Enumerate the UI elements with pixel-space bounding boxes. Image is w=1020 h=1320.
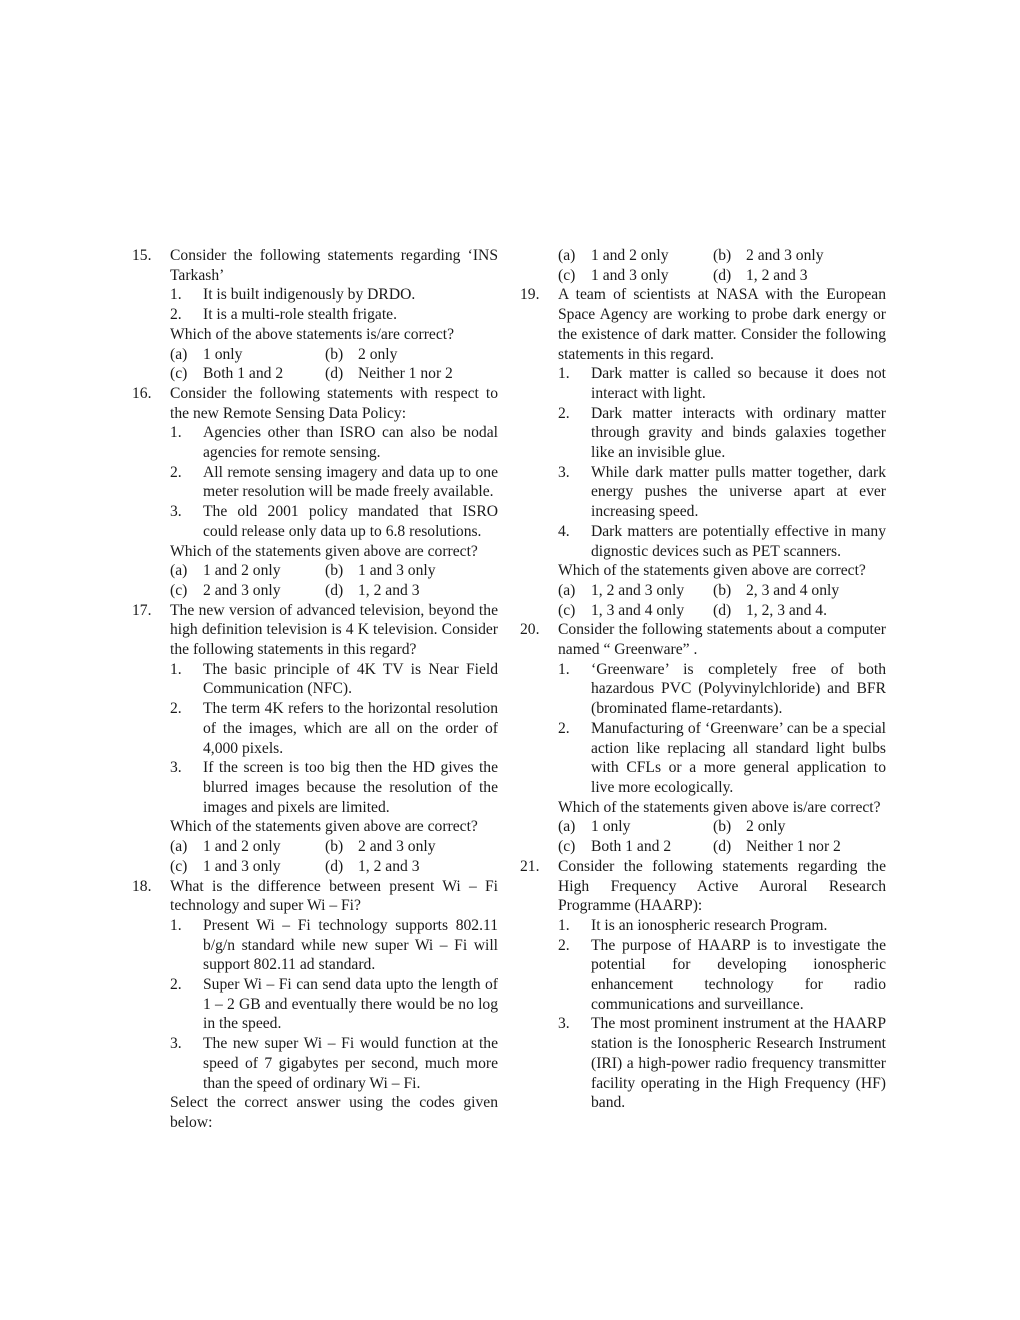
option-text: Neither 1 nor 2 bbox=[358, 365, 453, 383]
option-text: Both 1 and 2 bbox=[591, 838, 672, 856]
statement-text: Present Wi – Fi technology supports 802.11 b/g/n standard while new super Wi – Fi will support 802.11 ad standard. bbox=[203, 916, 498, 974]
statement-text: Super Wi – Fi can send data upto the length of 1 – 2 GB and eventually there would be no log in the speed. bbox=[203, 976, 498, 1033]
option-letter: (b) bbox=[713, 247, 732, 264]
statement-item bbox=[558, 522, 886, 561]
option-letter: (c) bbox=[170, 365, 188, 383]
option-letter: (d) bbox=[713, 266, 732, 284]
option-text: 1 and 2 only bbox=[203, 562, 281, 580]
statement-item bbox=[170, 916, 498, 975]
statement-number: 3. bbox=[170, 759, 182, 777]
question-number: 15. bbox=[132, 247, 152, 264]
option-letter: (b) bbox=[325, 345, 344, 363]
option-letter: (c) bbox=[170, 581, 188, 599]
question-text: Consider the following statements with respect to the new Remote Sensing Data Policy: bbox=[170, 384, 498, 422]
answer-option bbox=[713, 817, 886, 837]
question-block bbox=[520, 620, 886, 856]
statement-item bbox=[170, 285, 498, 305]
answer-option bbox=[713, 837, 886, 857]
question-text: Consider the following statements regarding the High Frequency Active Auroral Research Programme (HAARP): bbox=[558, 857, 886, 915]
option-text: 2, 3 and 4 only bbox=[746, 581, 840, 599]
statement-item bbox=[558, 404, 886, 463]
statement-item bbox=[170, 975, 498, 1034]
question-block bbox=[132, 246, 498, 384]
answer-option bbox=[325, 345, 498, 365]
answer-option bbox=[170, 561, 325, 581]
statement-item bbox=[170, 758, 498, 817]
statement-number: 2. bbox=[170, 700, 182, 718]
statement-number: 2. bbox=[558, 936, 570, 954]
option-text: 1, 2, 3 and 4. bbox=[746, 601, 827, 619]
question-block bbox=[520, 246, 886, 285]
statement-item bbox=[170, 502, 498, 541]
option-letter: (c) bbox=[170, 857, 188, 875]
question-prompt: Which of the statements given above are correct? bbox=[558, 562, 866, 580]
option-letter: (b) bbox=[325, 838, 344, 856]
option-letter: (d) bbox=[713, 601, 732, 619]
answer-option bbox=[170, 857, 325, 877]
statement-item bbox=[558, 936, 886, 1015]
statement-text: The new super Wi – Fi would function at the speed of 7 gigabytes per second, much more than the speed of ordinary Wi – Fi. bbox=[203, 1035, 498, 1092]
statement-item bbox=[558, 719, 886, 798]
option-text: 2 and 3 only bbox=[358, 838, 436, 856]
option-letter: (a) bbox=[170, 838, 188, 856]
statement-text: The basic principle of 4K TV is Near Field Communication (NFC). bbox=[203, 660, 498, 698]
statement-number: 1. bbox=[558, 916, 570, 934]
question-number: 20. bbox=[520, 621, 540, 639]
question-block bbox=[132, 384, 498, 601]
statement-number: 1. bbox=[170, 916, 182, 934]
answer-option bbox=[558, 817, 713, 837]
answer-option bbox=[170, 581, 325, 601]
question-text: A team of scientists at NASA with the European Space Agency are working to probe dark energy or the existence of dark matter. Consider the following statements in this regard. bbox=[558, 286, 886, 363]
option-text: 1 only bbox=[591, 818, 631, 836]
statement-number: 3. bbox=[170, 1035, 182, 1053]
answer-option bbox=[558, 266, 713, 286]
answer-option bbox=[713, 601, 886, 621]
statement-text: The purpose of HAARP is to investigate the potential for developing ionospheric enhancement technology for radio communications and surveillance. bbox=[591, 936, 886, 1013]
question-number: 18. bbox=[132, 877, 152, 895]
statement-text: The most prominent instrument at the HAARP station is the Ionospheric Research Instrument (IRI) a high-power radio frequency transmitter facility operating in the High Frequency (HF) band. bbox=[591, 1015, 886, 1112]
question-text: Consider the following statements regarding ‘INS Tarkash’ bbox=[170, 247, 498, 284]
left-column bbox=[132, 246, 498, 1133]
answer-option bbox=[713, 266, 886, 286]
statement-number: 2. bbox=[558, 719, 570, 737]
option-letter: (c) bbox=[558, 266, 576, 284]
answer-option bbox=[325, 364, 498, 384]
option-text: 1 and 3 only bbox=[203, 857, 281, 875]
option-text: 2 and 3 only bbox=[746, 247, 824, 264]
option-text: 1, 2 and 3 bbox=[746, 266, 808, 284]
statement-text: The old 2001 policy mandated that ISRO could release only data up to 6.8 resolutions. bbox=[203, 503, 498, 540]
option-text: Both 1 and 2 bbox=[203, 365, 284, 383]
option-letter: (a) bbox=[558, 247, 576, 264]
question-prompt: Which of the statements given above are correct? bbox=[170, 818, 478, 836]
statement-number: 3. bbox=[558, 463, 570, 481]
option-letter: (a) bbox=[170, 345, 188, 363]
statement-number: 2. bbox=[170, 976, 182, 994]
answer-option bbox=[325, 857, 498, 877]
option-letter: (d) bbox=[713, 838, 732, 856]
statement-item bbox=[170, 1034, 498, 1093]
statement-text: If the screen is too big then the HD gives the blurred images because the resolution of the images and pixels are limited. bbox=[203, 759, 498, 816]
option-letter: (d) bbox=[325, 857, 344, 875]
answer-option bbox=[325, 837, 498, 857]
answer-options bbox=[170, 561, 498, 600]
option-text: 1, 2 and 3 bbox=[358, 857, 420, 875]
option-text: 1 and 2 only bbox=[591, 247, 669, 264]
question-number: 17. bbox=[132, 601, 152, 619]
statement-text: Manufacturing of ‘Greenware’ can be a special action like replacing all standard light bulbs with CFLs or a more general application to live more ecologically. bbox=[591, 719, 886, 796]
answer-option bbox=[558, 601, 713, 621]
option-letter: (d) bbox=[325, 365, 344, 383]
option-letter: (b) bbox=[713, 818, 732, 836]
option-text: 1 and 2 only bbox=[203, 838, 281, 856]
answer-option bbox=[558, 837, 713, 857]
option-letter: (a) bbox=[558, 581, 576, 599]
answer-options bbox=[558, 246, 886, 285]
option-letter: (b) bbox=[325, 562, 344, 580]
answer-option bbox=[558, 581, 713, 601]
statement-item bbox=[558, 1014, 886, 1113]
answer-option bbox=[713, 246, 886, 266]
option-letter: (c) bbox=[558, 838, 576, 856]
option-text: 2 only bbox=[746, 818, 786, 836]
statement-text: While dark matter pulls matter together, dark energy pushes the universe apart at ever increasing speed. bbox=[591, 463, 886, 521]
question-text: What is the difference between present Wi – Fi technology and super Wi – Fi? bbox=[170, 877, 498, 915]
statement-number: 1. bbox=[170, 424, 182, 442]
statement-text: It is an ionospheric research Program. bbox=[591, 916, 828, 934]
statement-item bbox=[558, 916, 886, 936]
statement-number: 1. bbox=[170, 286, 182, 304]
answer-option bbox=[713, 581, 886, 601]
option-letter: (b) bbox=[713, 581, 732, 599]
answer-option bbox=[325, 561, 498, 581]
statement-number: 2. bbox=[170, 306, 182, 324]
option-text: 1, 2 and 3 only bbox=[591, 581, 685, 599]
statement-item bbox=[170, 699, 498, 758]
statement-item bbox=[170, 463, 498, 502]
statement-text: It is a multi-role stealth frigate. bbox=[203, 306, 397, 324]
question-block bbox=[520, 857, 886, 1113]
question-text: The new version of advanced television, beyond the high definition television is 4 K television. Consider the following statements in this regard? bbox=[170, 601, 498, 659]
statement-text: It is built indigenously by DRDO. bbox=[203, 286, 416, 304]
question-number: 21. bbox=[520, 857, 540, 875]
question-block bbox=[132, 877, 498, 1133]
statement-text: Dark matter is called so because it does not interact with light. bbox=[591, 365, 886, 402]
statement-number: 1. bbox=[170, 660, 182, 678]
statement-item bbox=[170, 423, 498, 462]
statement-text: All remote sensing imagery and data up to one meter resolution will be made freely available. bbox=[203, 463, 498, 501]
question-number: 16. bbox=[132, 384, 152, 402]
question-prompt: Which of the statements given above is/are correct? bbox=[558, 798, 881, 816]
statement-number: 2. bbox=[558, 404, 570, 422]
question-prompt: Which of the statements given above are correct? bbox=[170, 542, 478, 560]
statement-item bbox=[170, 660, 498, 699]
statement-number: 1. bbox=[558, 365, 570, 383]
answer-option bbox=[170, 364, 325, 384]
answer-option bbox=[170, 345, 325, 365]
statement-text: The term 4K refers to the horizontal resolution of the images, which are all on the order of 4,000 pixels. bbox=[203, 700, 498, 757]
statement-number: 3. bbox=[558, 1015, 570, 1033]
option-letter: (a) bbox=[170, 562, 188, 580]
statement-number: 1. bbox=[558, 660, 570, 678]
answer-options bbox=[170, 345, 498, 384]
option-text: 2 and 3 only bbox=[203, 581, 281, 599]
statement-text: ‘Greenware’ is completely free of both hazardous PVC (Polyvinylchloride) and BFR (brominated flame-retardants). bbox=[591, 660, 886, 718]
statement-item bbox=[170, 305, 498, 325]
question-prompt: Select the correct answer using the codes given below: bbox=[170, 1094, 498, 1131]
option-letter: (c) bbox=[558, 601, 576, 619]
option-text: 2 only bbox=[358, 345, 398, 363]
answer-options bbox=[170, 837, 498, 876]
statement-number: 4. bbox=[558, 522, 570, 540]
option-letter: (d) bbox=[325, 581, 344, 599]
option-text: Neither 1 nor 2 bbox=[746, 838, 841, 856]
right-column bbox=[520, 246, 886, 1113]
question-block bbox=[132, 601, 498, 877]
statement-text: Dark matters are potentially effective in many dignostic devices such as PET scanners. bbox=[591, 522, 886, 560]
statement-text: Agencies other than ISRO can also be nodal agencies for remote sensing. bbox=[203, 424, 498, 462]
answer-option bbox=[558, 246, 713, 266]
question-number: 19. bbox=[520, 286, 540, 304]
answer-options bbox=[558, 817, 886, 856]
option-text: 1 only bbox=[203, 345, 243, 363]
statement-number: 3. bbox=[170, 503, 182, 521]
option-text: 1, 2 and 3 bbox=[358, 581, 420, 599]
answer-options bbox=[558, 581, 886, 620]
statement-item bbox=[558, 463, 886, 522]
question-prompt: Which of the above statements is/are correct? bbox=[170, 325, 455, 343]
option-text: 1 and 3 only bbox=[358, 562, 436, 580]
statement-item bbox=[558, 660, 886, 719]
option-text: 1 and 3 only bbox=[591, 266, 669, 284]
answer-option bbox=[325, 581, 498, 601]
option-text: 1, 3 and 4 only bbox=[591, 601, 685, 619]
statement-item bbox=[558, 364, 886, 403]
statement-number: 2. bbox=[170, 463, 182, 481]
option-letter: (a) bbox=[558, 818, 576, 836]
statement-text: Dark matter interacts with ordinary matter through gravity and binds galaxies together like an invisible glue. bbox=[591, 404, 886, 462]
answer-option bbox=[170, 837, 325, 857]
question-block bbox=[520, 285, 886, 620]
question-text: Consider the following statements about a computer named “ Greenware” . bbox=[558, 621, 886, 659]
